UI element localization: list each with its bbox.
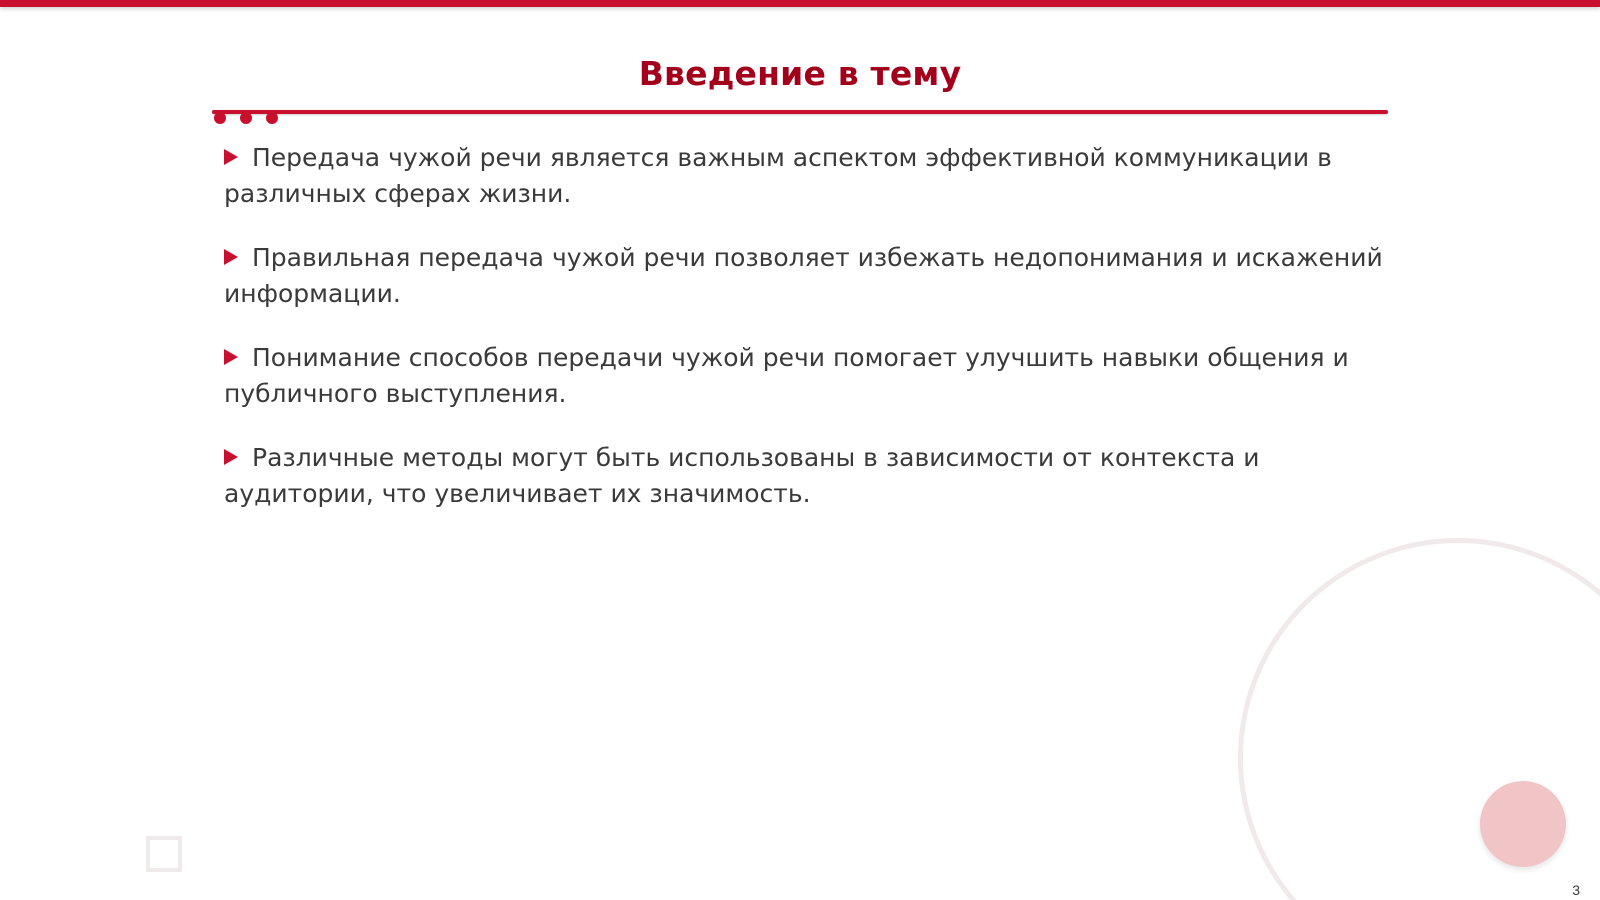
top-accent-bar bbox=[0, 0, 1600, 7]
bullet-item bbox=[224, 140, 1384, 212]
title-underline bbox=[212, 110, 1388, 114]
bullet-item bbox=[224, 440, 1384, 512]
decorative-circle bbox=[1480, 781, 1566, 867]
triangle-right-icon bbox=[224, 349, 238, 365]
bullet-text: Понимание способов передачи чужой речи помогает улучшить навыки общения и публичного выступления. bbox=[224, 343, 1349, 408]
underline-dot-2 bbox=[240, 112, 252, 124]
decorative-square bbox=[146, 836, 182, 872]
bullet-item bbox=[224, 240, 1384, 312]
triangle-right-icon bbox=[224, 449, 238, 465]
page-number: 3 bbox=[1572, 882, 1580, 898]
bullet-list bbox=[224, 140, 1384, 540]
underline-dot-3 bbox=[266, 112, 278, 124]
bullet-text: Правильная передача чужой речи позволяет избежать недопонимания и искажений информации. bbox=[224, 243, 1383, 308]
underline-dot-1 bbox=[214, 112, 226, 124]
bullet-text: Различные методы могут быть использованы в зависимости от контекста и аудитории, что увеличивает их значимость. bbox=[224, 443, 1260, 508]
triangle-right-icon bbox=[224, 249, 238, 265]
slide-title: Введение в тему bbox=[638, 54, 962, 93]
triangle-right-icon bbox=[224, 149, 238, 165]
bullet-text: Передача чужой речи является важным аспектом эффективной коммуникации в различных сферах жизни. bbox=[224, 143, 1332, 208]
bullet-item bbox=[224, 340, 1384, 412]
